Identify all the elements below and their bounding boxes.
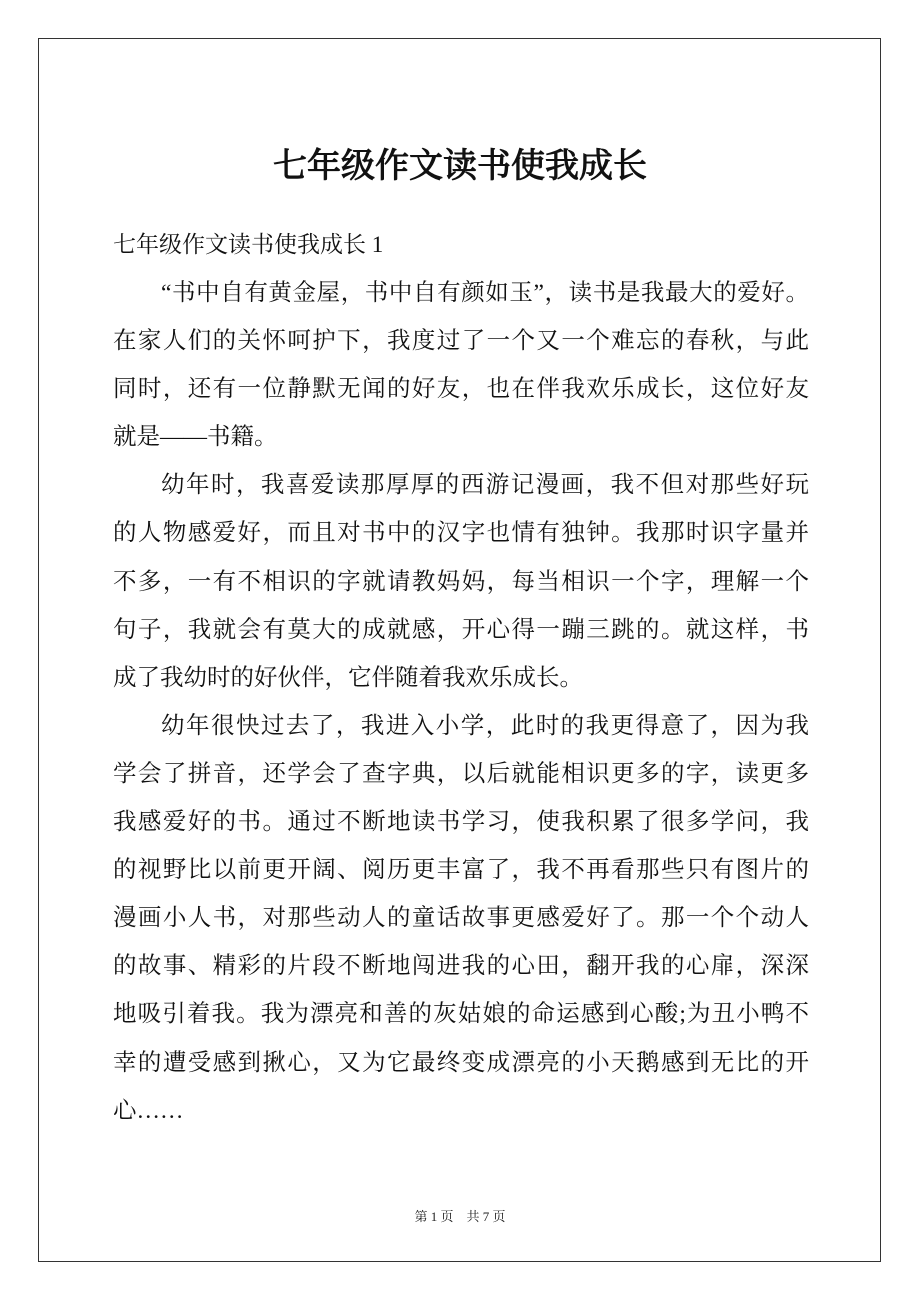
paragraph-line: 地吸引着我。我为漂亮和善的灰姑娘的命运感到心酸;为丑小鸭不 — [113, 1001, 809, 1028]
paragraph-line: 就是——书籍。 — [113, 424, 278, 451]
paragraph-line: 幼年很快过去了，我进入小学，此时的我更得意了，因为我 — [161, 712, 809, 739]
paragraph-line: 心…… — [113, 1097, 184, 1124]
paragraph-line: 的故事、精彩的片段不断地闯进我的心田，翻开我的心扉，深深 — [113, 953, 809, 980]
paragraph-line: 幼年时，我喜爱读那厚厚的西游记漫画，我不但对那些好玩 — [161, 472, 809, 499]
document-body — [113, 276, 809, 1142]
section-heading: 七年级作文读书使我成长 1 — [113, 232, 384, 257]
paragraph-line: 我感爱好的书。通过不断地读书学习，使我积累了很多学问，我 — [113, 809, 809, 836]
paragraph-line: 不多，一有不相识的字就请教妈妈，每当相识一个字，理解一个 — [113, 568, 809, 595]
paragraph-line: 漫画小人书，对那些动人的童话故事更感爱好了。那一个个动人 — [113, 905, 809, 932]
paragraph-line: 的视野比以前更开阔、阅历更丰富了，我不再看那些只有图片的 — [113, 857, 809, 884]
paragraph-line: 成了我幼时的好伙伴，它伴随着我欢乐成长。 — [113, 664, 583, 691]
paragraph-line: “书中自有黄金屋，书中自有颜如玉”，读书是我最大的爱好。 — [161, 280, 809, 306]
document-title: 七年级作文读书使我成长 — [273, 148, 647, 185]
paragraph-line: 在家人们的关怀呵护下，我度过了一个又一个难忘的春秋，与此 — [113, 328, 809, 355]
page-footer: 第 1 页 共 7 页 — [414, 1209, 506, 1224]
paragraph-line: 学会了拼音，还学会了查字典，以后就能相识更多的字，读更多 — [113, 760, 809, 787]
paragraph-line: 幸的遭受感到揪心，又为它最终变成漂亮的小天鹅感到无比的开 — [113, 1049, 809, 1076]
paragraph-line: 句子，我就会有莫大的成就感，开心得一蹦三跳的。就这样，书 — [113, 616, 809, 643]
paragraph-line: 的人物感爱好，而且对书中的汉字也情有独钟。我那时识字量并 — [113, 520, 809, 547]
paragraph-line: 同时，还有一位静默无闻的好友，也在伴我欢乐成长，这位好友 — [113, 376, 809, 403]
